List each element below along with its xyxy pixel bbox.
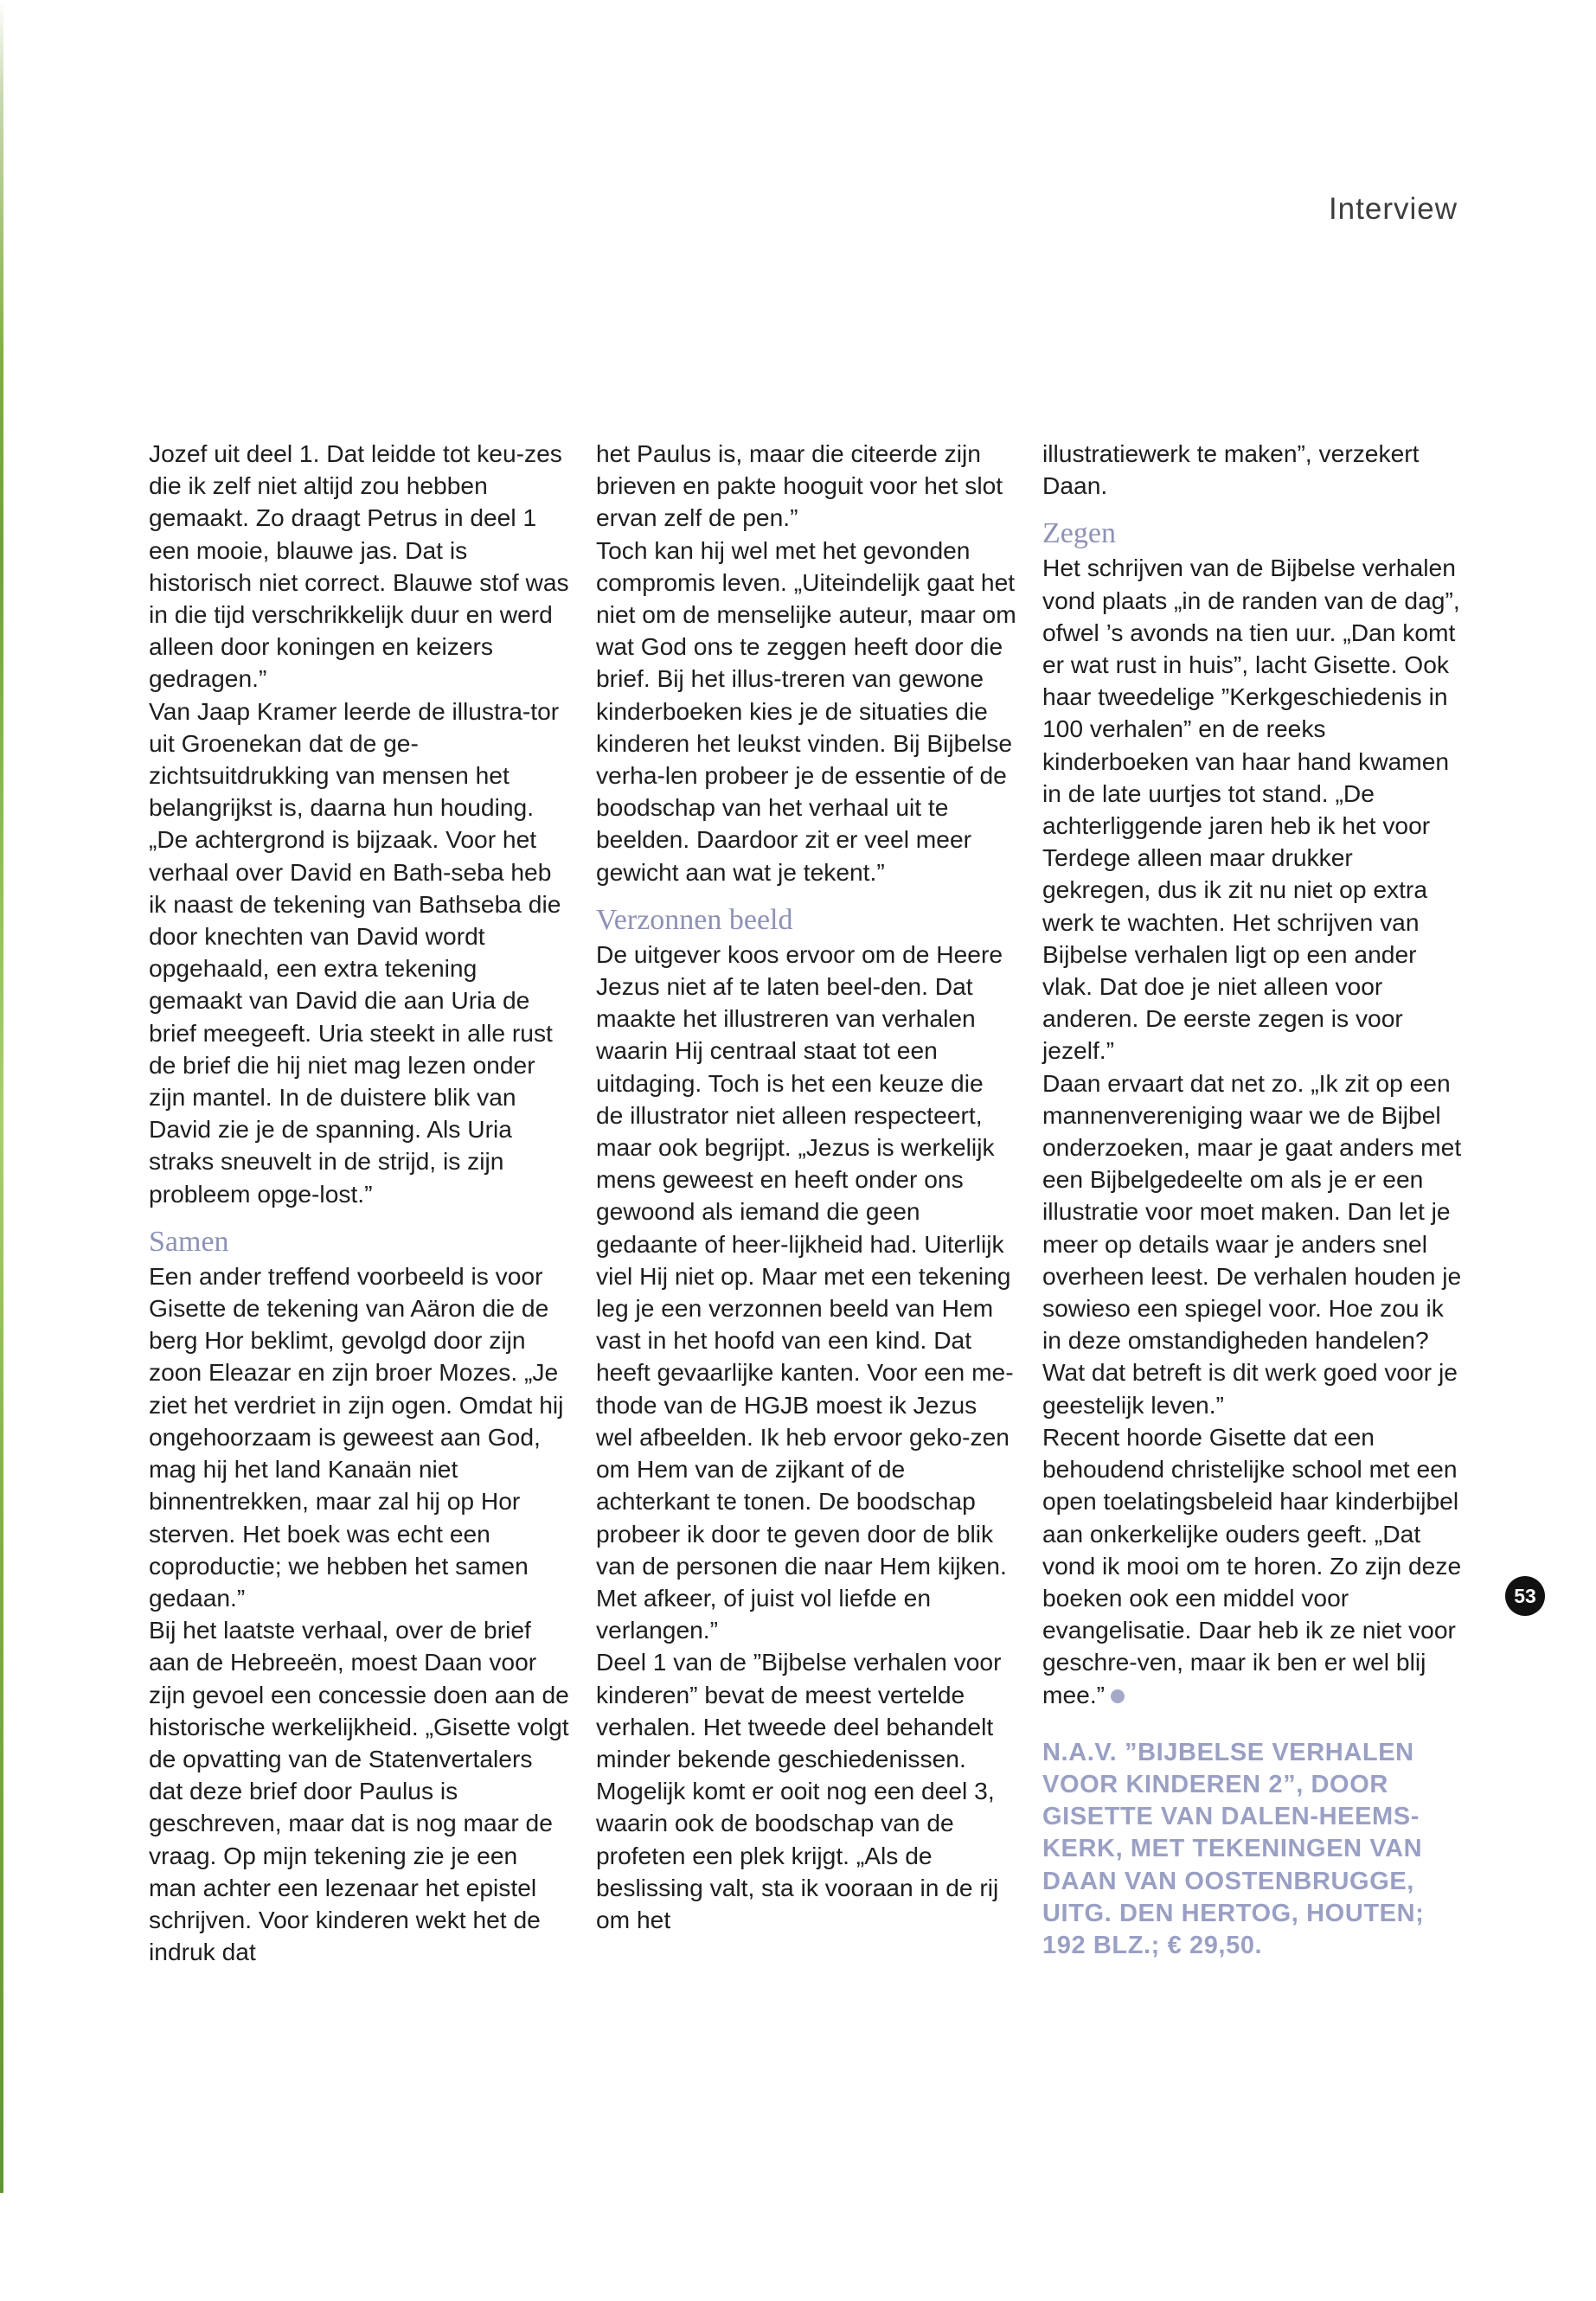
subheading-samen: Samen: [149, 1225, 229, 1258]
final-paragraph-text: Recent hoorde Gisette dat een behoudend christelijke school met een open toelatingsbeleid haar kinderbijbel aan onkerkelijke ouders geeft. „Dat vond ik mooi om te horen. Zo zijn deze boeken ook een middel voor evangelisatie. Daar heb ik ze niet voor geschre-ven, maar ik ben er wel blij mee.”: [1042, 1422, 1462, 1708]
paragraph: het Paulus is, maar die citeerde zijn brieven en pakte hooguit voor het slot ervan zelf de pen.”: [596, 439, 1003, 532]
subheading-verzonnen-beeld: Verzonnen beeld: [596, 903, 793, 936]
section-label: Interview: [1328, 192, 1458, 226]
final-paragraph: [1042, 1421, 1463, 1711]
paragraph: Het schrijven van de Bijbelse verhalen vond plaats „in de randen van de dag”, ofwel ’s avonds na tien uur. „Dan komt er wat rust in huis”, lacht Gisette. Ook haar tweedelige ”Kerkgeschiedenis in 100 verhalen” en de reeks kinderboeken van haar hand kwamen in de late uurtjes tot stand. „De achterliggende jaren heb ik het voor Terdege alleen maar drukker gekregen, dus ik zit nu niet op extra werk te wachten. Het schrijven van Bijbelse verhalen ligt op een ander vlak. Dat doe je niet alleen voor anderen. De eerste zegen is voor jezelf.”: [1042, 554, 1460, 1065]
book-credit: N.A.V. ”BIJBELSE VERHALEN VOOR KINDEREN 2”, DOOR GISETTE VAN DALEN-HEEMS-KERK, MET TEKENINGEN VAN DAAN VAN OOSTENBRUGGE, UITG. DEN HERTOG, HOUTEN; 192 BLZ.; € 29,50.: [1042, 1738, 1425, 1959]
paragraph: Een ander treffend voorbeeld is voor Gisette de tekening van Aäron die de berg Hor beklimt, gevolgd door zijn zoon Eleazar en zijn broer Mozes. „Je ziet het verdriet in zijn ogen. Omdat hij ongehoorzaam is geweest aan God, mag hij het land Kanaän niet binnentrekken, maar zal hij op Hor sterven. Het boek was echt een coproductie; we hebben het samen gedaan.”: [149, 1261, 564, 1612]
paragraph: illustratiewerk te maken”, verzekert Daan.: [1042, 439, 1420, 500]
end-mark-icon: [1111, 1689, 1125, 1703]
paragraph: Daan ervaart dat net zo. „Ik zit op een mannenvereniging waar we de Bijbel onderzoeken, maar je gaat anders met een Bijbelgedeelte om als je er een illustratie voor moet maken. Dan let je meer op details waar je anders snel overheen leest. De verhalen houden je sowieso een spiegel voor. Hoe zou ik in deze omstandigheden handelen? Wat dat betreft is dit werk goed voor je geestelijk leven.”: [1042, 1068, 1462, 1419]
subheading-zegen: Zegen: [1042, 517, 1116, 550]
paragraph: Bij het laatste verhaal, over de brief aan de Hebreeën, moest Daan voor zijn gevoel een concessie doen aan de historische werkelijkheid. „Gisette volgt de opvatting van de Statenvertalers dat deze brief door Paulus is geschreven, maar dat is nog maar de vraag. Op mijn tekening zie je een man achter een lezenaar het epistel schrijven. Voor kinderen wekt het de indruk dat: [149, 1616, 569, 1966]
paragraph: Jozef uit deel 1. Dat leidde tot keu-zes die ik zelf niet altijd zou hebben gemaakt. Zo draagt Petrus in deel 1 een mooie, blauwe jas. Dat is historisch niet correct. Blauwe stof was in die tijd verschrikkelijk duur en werd alleen door koningen en keizers gedragen.”: [149, 439, 569, 693]
article-column-1: [149, 438, 569, 1968]
paragraph: De uitgever koos ervoor om de Heere Jezus niet af te laten beel-den. Dat maakte het illustreren van verhalen waarin Hij centraal staat tot een uitdaging. Toch is het een keuze die de illustrator niet alleen respecteert, maar ook begrijpt. „Jezus is werkelijk mens geweest en heeft onder ons gewoond als iemand die geen gedaante of heer-lijkheid had. Uiterlijk viel Hij niet op. Maar met een tekening leg je een verzonnen beeld van Hem vast in het hoofd van een kind. Dat heeft gevaarlijke kanten. Voor een me-thode van de HGJB moest ik Jezus wel afbeelden. Ik heb ervoor geko-zen om Hem van de zijkant of de achterkant te tonen. De boodschap probeer ik door te geven door de blik van de personen die naar Hem kijken. Met afkeer, of juist vol liefde en verlangen.”: [596, 939, 1014, 1644]
article-column-3: [1042, 438, 1463, 1962]
paragraph: Deel 1 van de ”Bijbelse verhalen voor kinderen” bevat de meest vertelde verhalen. Het tweede deel behandelt minder bekende geschiedenissen. Mogelijk komt er ooit nog een deel 3, waarin ook de boodschap van de profeten een plek krijgt. „Als de beslissing valt, sta ik vooraan in de rij om het: [596, 1648, 1002, 1933]
paragraph: Van Jaap Kramer leerde de illustra-tor uit Groenekan dat de ge-zichtsuitdrukking van mensen het belangrijkst is, daarna hun houding. „De achtergrond is bijzaak. Voor het verhaal over David en Bath-seba heb ik naast de tekening van Bathseba die door knechten van David wordt opgehaald, een extra tekening gemaakt van David die aan Uria de brief meegeeft. Uria steekt in alle rust de brief die hij niet mag lezen onder zijn mantel. In de duistere blik van David zie je de spanning. Als Uria straks sneuvelt in de strijd, is zijn probleem opge-lost.”: [149, 696, 561, 1208]
page-number: 53: [1505, 1576, 1545, 1616]
green-page-edge: [0, 0, 3, 2193]
paragraph: Toch kan hij wel met het gevonden compromis leven. „Uiteindelijk gaat het niet om de menselijke auteur, maar om wat God ons te zeggen heeft door die brief. Bij het illus-treren van gewone kinderboeken kies je de situaties die kinderen het leukst vinden. Bij Bijbelse verha-len probeer je de essentie of de boodschap van het verhaal uit te beelden. Daardoor zit er veel meer gewicht aan wat je tekent.”: [596, 535, 1016, 886]
article-column-2: [596, 438, 1016, 1936]
